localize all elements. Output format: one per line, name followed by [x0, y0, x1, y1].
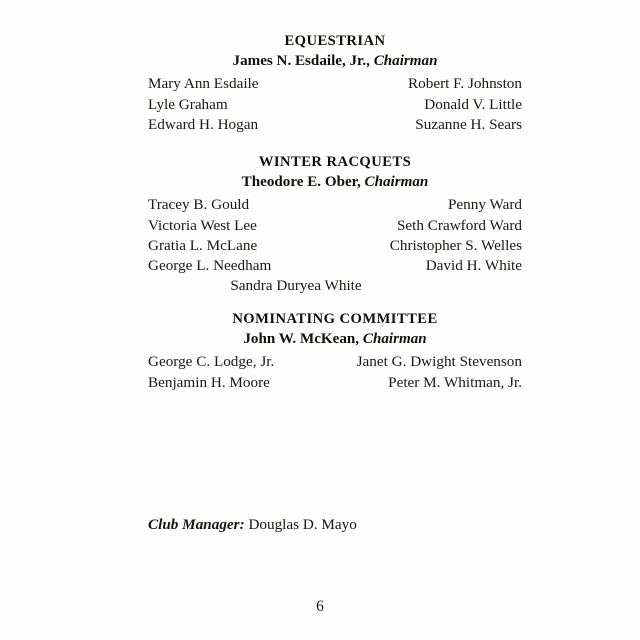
- table-row: [148, 236, 522, 256]
- table-row: [148, 115, 522, 135]
- member-name-right: Suzanne H. Sears: [415, 115, 522, 133]
- section-heading: WINTER RACQUETS: [258, 154, 412, 170]
- club-manager-label: Club Manager:: [148, 516, 245, 533]
- member-name-left: George L. Needham: [148, 257, 272, 275]
- table-row: [148, 74, 522, 94]
- committee-section-nominating: [148, 311, 522, 393]
- member-name-left: Benjamin H. Moore: [148, 373, 270, 391]
- member-name-left: Victoria West Lee: [148, 216, 257, 234]
- member-name-centered: Sandra Duryea White: [230, 277, 362, 295]
- member-name-left: George C. Lodge, Jr.: [148, 353, 275, 371]
- section-heading: EQUESTRIAN: [284, 33, 386, 49]
- member-name-right: Christopher S. Welles: [389, 236, 522, 254]
- table-row: [148, 95, 522, 115]
- page-number: 6: [316, 598, 324, 615]
- section-chairman: [148, 330, 522, 348]
- section-chairman: [148, 52, 522, 70]
- member-name-right: Robert F. Johnston: [408, 75, 522, 93]
- member-name-left: Lyle Graham: [148, 95, 228, 113]
- member-name-right: Seth Crawford Ward: [396, 216, 522, 234]
- section-chairman: [148, 173, 522, 191]
- club-manager-name: Douglas D. Mayo: [248, 516, 357, 533]
- member-name-right: Penny Ward: [447, 196, 522, 214]
- table-row: [148, 216, 522, 236]
- member-name-left: Tracey B. Gould: [148, 196, 250, 214]
- member-name-left: Gratia L. McLane: [148, 236, 258, 254]
- member-name-right: Peter M. Whitman, Jr.: [388, 373, 522, 391]
- member-list: [148, 74, 522, 135]
- chairman-name: John W. McKean,: [243, 331, 360, 348]
- member-name-right: Donald V. Little: [424, 95, 522, 113]
- table-row: [148, 256, 522, 276]
- club-manager-block: [148, 515, 522, 535]
- club-manager-line: [148, 515, 522, 535]
- member-name-left: Mary Ann Esdaile: [148, 75, 259, 93]
- table-row: [148, 373, 522, 393]
- committee-section-winter-racquets: [148, 154, 522, 297]
- member-list: [148, 195, 522, 296]
- section-heading: NOMINATING COMMITTEE: [232, 311, 438, 327]
- member-name-left: Edward H. Hogan: [148, 115, 259, 133]
- committee-section-equestrian: [148, 33, 522, 135]
- table-row: [148, 195, 522, 215]
- chairman-role: Chairman: [364, 174, 429, 191]
- chairman-role: Chairman: [362, 331, 427, 348]
- chairman-name: James N. Esdaile, Jr.,: [232, 53, 370, 70]
- member-list: [148, 352, 522, 392]
- table-row: [148, 352, 522, 372]
- chairman-role: Chairman: [373, 53, 438, 70]
- member-name-right: Janet G. Dwight Stevenson: [356, 353, 522, 371]
- member-name-right: David H. White: [425, 257, 522, 275]
- chairman-name: Theodore E. Ober,: [241, 174, 361, 191]
